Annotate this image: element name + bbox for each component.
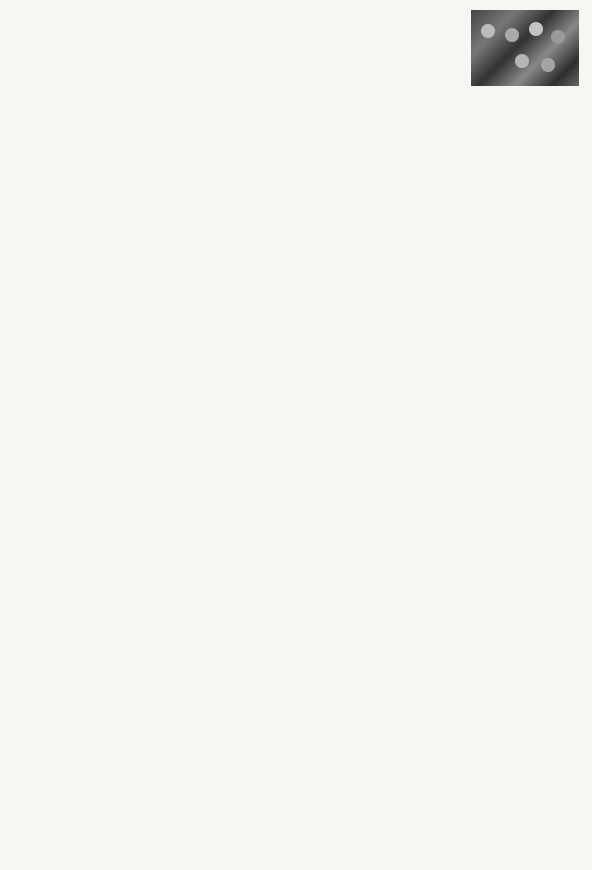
passage-b-intro (19, 9, 579, 86)
exam-page (19, 8, 579, 86)
children-photo (471, 10, 579, 86)
passage-b-intro-text (19, 9, 465, 86)
